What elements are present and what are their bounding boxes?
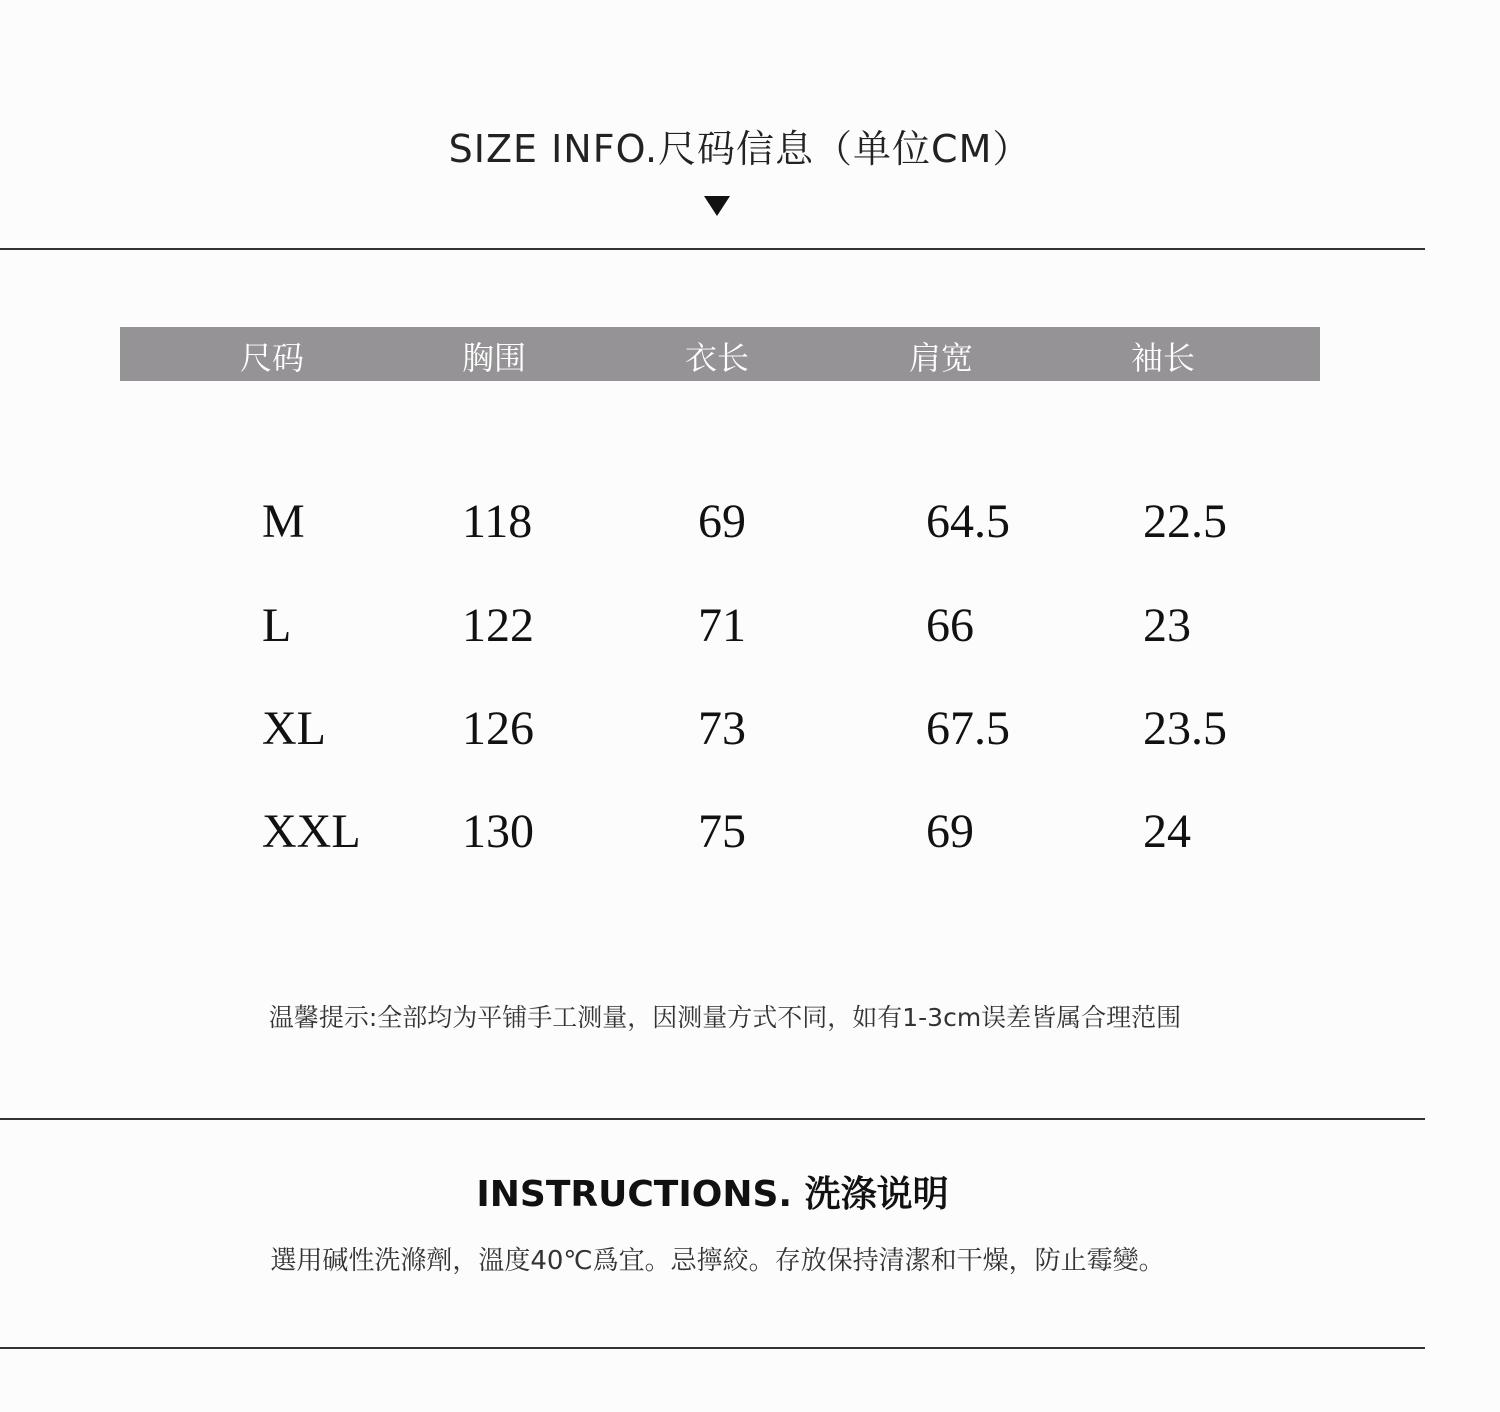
- table-cell-chest: 118: [462, 495, 533, 548]
- table-cell-shoulder: 69: [926, 805, 974, 858]
- table-cell-size: M: [262, 495, 305, 548]
- table-cell-length: 71: [698, 599, 746, 652]
- table-cell-length: 73: [698, 702, 746, 755]
- measurement-note: 温馨提示:全部均为平铺手工测量，因测量方式不同，如有1-3cm误差皆属合理范围: [268, 1003, 1182, 1032]
- column-header-chest: 胸围: [462, 339, 527, 377]
- table-cell-sleeve: 23.5: [1143, 702, 1227, 755]
- table-cell-sleeve: 22.5: [1143, 495, 1227, 548]
- divider-top: [0, 248, 1425, 250]
- table-cell-chest: 122: [462, 599, 534, 652]
- table-cell-sleeve: 24: [1143, 805, 1191, 858]
- table-cell-size: L: [262, 599, 292, 652]
- table-cell-shoulder: 67.5: [926, 702, 1010, 755]
- column-header-size: 尺码: [240, 339, 305, 377]
- triangle-down-icon: [704, 196, 730, 216]
- table-cell-shoulder: 64.5: [926, 495, 1010, 548]
- instructions-title: INSTRUCTIONS. 洗涤说明: [476, 1174, 949, 1215]
- instructions-text: 選用碱性洗滌劑，溫度40℃爲宜。忌擰絞。存放保持清潔和干燥，防止霉變。: [270, 1246, 1165, 1276]
- table-cell-sleeve: 23: [1143, 599, 1191, 652]
- column-header-length: 衣长: [685, 339, 750, 377]
- divider-middle: [0, 1118, 1425, 1120]
- table-cell-size: XL: [262, 702, 326, 755]
- table-cell-chest: 126: [462, 702, 534, 755]
- table-cell-size: XXL: [262, 805, 361, 858]
- column-header-sleeve: 袖长: [1131, 339, 1196, 377]
- size-info-title: SIZE INFO.尺码信息（单位CM）: [448, 127, 1032, 171]
- divider-bottom: [0, 1347, 1425, 1349]
- table-cell-chest: 130: [462, 805, 534, 858]
- column-header-shoulder: 肩宽: [909, 339, 974, 377]
- table-cell-length: 69: [698, 495, 746, 548]
- table-cell-length: 75: [698, 805, 746, 858]
- table-cell-shoulder: 66: [926, 599, 974, 652]
